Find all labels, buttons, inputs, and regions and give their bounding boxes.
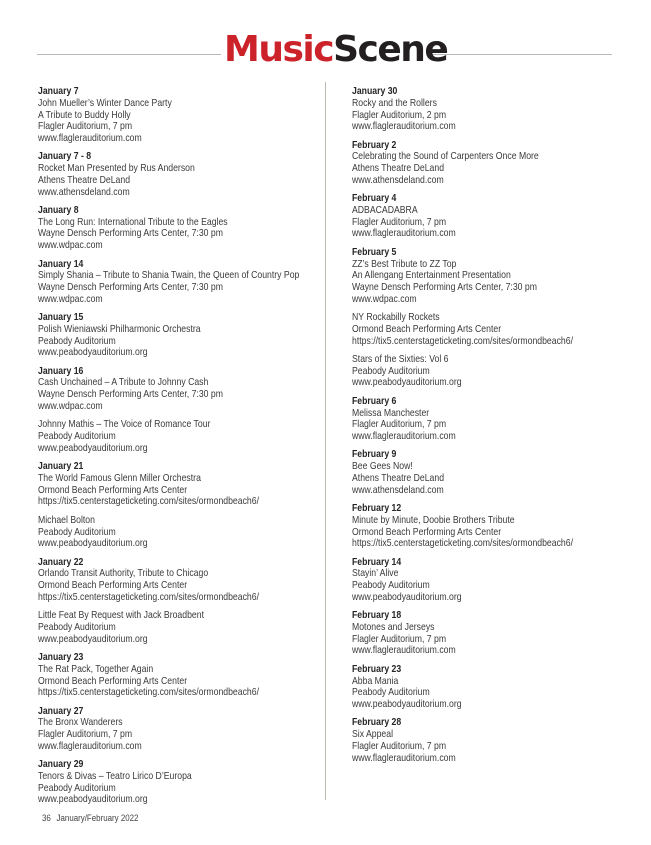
event-date: January 30 <box>352 86 398 97</box>
event-entry <box>38 205 320 252</box>
event-link[interactable]: www.wdpac.com <box>38 400 103 412</box>
page-footer <box>42 813 138 823</box>
event-link[interactable]: www.athensdeland.com <box>352 484 444 496</box>
event-date: January 27 <box>38 705 84 717</box>
event-entry <box>352 664 642 711</box>
event-entry <box>352 247 642 306</box>
event-link[interactable]: www.wdpac.com <box>38 240 103 252</box>
page-title <box>224 28 448 72</box>
event-link[interactable]: www.flaglerauditorium.com <box>352 752 456 764</box>
event-entry <box>352 193 642 240</box>
title-scene: Scene <box>333 29 448 70</box>
event-detail: Ormond Beach Performing Arts Center <box>352 323 502 335</box>
event-title: Michael Bolton <box>38 514 95 526</box>
event-date: February 6 <box>352 395 397 407</box>
event-entry <box>38 706 320 753</box>
event-entry <box>352 449 642 496</box>
event-title: Tenors & Divas – Teatro Lirico D’Europa <box>38 770 192 782</box>
event-detail: Ormond Beach Performing Arts Center <box>352 526 502 538</box>
event-date: January 7 <box>38 86 79 97</box>
event-title: Polish Wieniawski Philharmonic Orchestra <box>38 323 201 335</box>
event-detail: Flagler Auditorium, 7 pm <box>352 633 447 645</box>
event-detail: Peabody Auditorium <box>352 687 430 699</box>
header-rule-right <box>430 54 612 55</box>
event-entry <box>38 557 320 604</box>
event-entry <box>38 461 320 508</box>
event-link[interactable]: https://tix5.centerstageticketing.com/sites/ormondbeach6/ <box>38 496 259 508</box>
event-detail: Wayne Densch Performing Arts Center, 7:30 pm <box>38 282 223 294</box>
event-title: The Long Run: International Tribute to the Eagles <box>38 216 228 228</box>
event-entry <box>38 366 320 413</box>
event-detail: Peabody Auditorium <box>38 335 116 347</box>
event-link[interactable]: www.peabodyauditorium.org <box>38 442 148 454</box>
event-detail: Peabody Auditorium <box>352 365 430 377</box>
event-link[interactable]: www.flaglerauditorium.com <box>352 431 456 443</box>
header-rule-left <box>37 54 221 55</box>
event-link[interactable]: www.peabodyauditorium.org <box>352 591 462 603</box>
event-date: February 14 <box>352 556 402 568</box>
event-entry <box>38 610 320 645</box>
event-detail: Ormond Beach Performing Arts Center <box>38 675 188 687</box>
event-date: February 5 <box>352 246 397 258</box>
event-entry <box>38 151 320 198</box>
column-divider <box>325 82 326 800</box>
event-title: Melissa Manchester <box>352 407 430 419</box>
left-column <box>38 86 320 813</box>
event-detail: Athens Theatre DeLand <box>38 174 131 186</box>
event-title: NY Rockabilly Rockets <box>352 312 440 324</box>
event-title: Simply Shania – Tribute to Shania Twain, the Queen of Country Pop <box>38 270 300 282</box>
event-date: January 16 <box>38 365 84 377</box>
page-number: 36 <box>42 813 51 823</box>
event-title: John Mueller’s Winter Dance Party <box>38 97 172 109</box>
event-title: Stars of the Sixties: Vol 6 <box>352 353 449 365</box>
event-link[interactable]: https://tix5.centerstageticketing.com/sites/ormondbeach6/ <box>352 538 573 550</box>
event-entry <box>352 557 642 604</box>
event-link[interactable]: www.flaglerauditorium.com <box>352 645 456 657</box>
event-date: January 23 <box>38 652 84 664</box>
event-title: Rocket Man Presented by Rus Anderson <box>38 163 195 175</box>
event-title: Orlando Transit Authority, Tribute to Chicago <box>38 568 209 580</box>
event-date: February 4 <box>352 193 397 205</box>
event-detail: Peabody Auditorium <box>38 526 116 538</box>
event-entry <box>38 259 320 306</box>
event-detail: Flagler Auditorium, 2 pm <box>352 109 447 121</box>
event-link[interactable]: www.wdpac.com <box>38 293 103 305</box>
event-entry <box>38 86 320 145</box>
event-detail: Ormond Beach Performing Arts Center <box>38 484 188 496</box>
event-date: January 22 <box>38 556 84 568</box>
event-link[interactable]: www.peabodyauditorium.org <box>38 347 148 359</box>
event-detail: Wayne Densch Performing Arts Center, 7:30 pm <box>38 228 223 240</box>
event-detail: Wayne Densch Performing Arts Center, 7:30 pm <box>38 389 223 401</box>
event-detail: Flagler Auditorium, 7 pm <box>38 729 133 741</box>
issue-label: January/February 2022 <box>56 813 139 823</box>
event-entry <box>38 759 320 806</box>
event-entry <box>38 652 320 699</box>
event-link[interactable]: www.flaglerauditorium.com <box>38 133 142 144</box>
event-detail: Athens Theatre DeLand <box>352 163 445 175</box>
event-link[interactable]: www.peabodyauditorium.org <box>38 794 148 806</box>
event-date: January 8 <box>38 204 79 216</box>
right-column <box>352 86 642 771</box>
event-date: February 12 <box>352 503 402 514</box>
event-title: ADBACADABRA <box>352 204 418 216</box>
event-date: February 9 <box>352 449 397 461</box>
event-link[interactable]: www.flaglerauditorium.com <box>352 121 456 133</box>
event-date: January 15 <box>38 312 84 324</box>
event-detail: Flagler Auditorium, 7 pm <box>352 740 447 752</box>
event-entry <box>352 140 642 187</box>
event-entry <box>352 503 642 550</box>
event-title: Bee Gees Now! <box>352 461 413 473</box>
event-entry <box>352 354 642 389</box>
event-date: January 29 <box>38 759 84 771</box>
event-detail: Flagler Auditorium, 7 pm <box>352 419 447 431</box>
event-link[interactable]: www.peabodyauditorium.org <box>352 699 462 711</box>
event-entry <box>38 312 320 359</box>
event-date: January 14 <box>38 258 84 270</box>
event-link[interactable]: https://tix5.centerstageticketing.com/sites/ormondbeach6/ <box>38 591 259 603</box>
event-title: Abba Mania <box>352 675 399 687</box>
event-entry <box>38 515 320 550</box>
event-detail: Peabody Auditorium <box>38 782 116 794</box>
event-detail: Flagler Auditorium, 7 pm <box>352 216 447 228</box>
event-date: February 28 <box>352 717 402 729</box>
event-title: ZZ’s Best Tribute to ZZ Top <box>352 258 457 270</box>
event-title: Johnny Mathis – The Voice of Romance Tour <box>38 419 211 431</box>
event-entry <box>38 419 320 454</box>
event-detail: Flagler Auditorium, 7 pm <box>38 121 133 133</box>
event-title: The World Famous Glenn Miller Orchestra <box>38 472 201 484</box>
event-link[interactable]: www.peabodyauditorium.org <box>38 633 148 645</box>
event-date: February 18 <box>352 610 402 622</box>
event-date: February 23 <box>352 663 402 675</box>
event-link[interactable]: www.wdpac.com <box>352 293 417 305</box>
event-link[interactable]: www.athensdeland.com <box>352 174 444 186</box>
event-title: Rocky and the Rollers <box>352 97 437 109</box>
event-link[interactable]: https://tix5.centerstageticketing.com/sites/ormondbeach6/ <box>38 687 259 699</box>
event-date: January 7 - 8 <box>38 151 92 163</box>
event-entry <box>352 610 642 657</box>
event-entry <box>352 717 642 764</box>
title-music: Music <box>224 29 334 70</box>
event-detail: Peabody Auditorium <box>38 431 116 443</box>
event-title: Motones and Jerseys <box>352 621 435 633</box>
event-detail: Peabody Auditorium <box>352 580 430 592</box>
event-link[interactable]: https://tix5.centerstageticketing.com/sites/ormondbeach6/ <box>352 335 573 347</box>
event-title: Six Appeal <box>352 729 394 741</box>
event-detail: Athens Theatre DeLand <box>352 472 445 484</box>
event-title: Celebrating the Sound of Carpenters Once More <box>352 151 539 163</box>
event-detail: Ormond Beach Performing Arts Center <box>38 580 188 592</box>
event-title: The Rat Pack, Together Again <box>38 663 154 675</box>
event-detail: An Allengang Entertainment Presentation <box>352 270 511 282</box>
event-detail: Peabody Auditorium <box>38 621 116 633</box>
event-link[interactable]: www.athensdeland.com <box>38 186 130 198</box>
event-entry <box>352 396 642 443</box>
event-link[interactable]: www.flaglerauditorium.com <box>38 740 142 752</box>
event-date: January 21 <box>38 461 84 473</box>
event-title: Minute by Minute, Doobie Brothers Tribute <box>352 514 515 526</box>
event-entry <box>352 86 642 133</box>
event-title: Stayin’ Alive <box>352 568 399 580</box>
event-detail: A Tribute to Buddy Holly <box>38 109 131 121</box>
event-detail: Wayne Densch Performing Arts Center, 7:30 pm <box>352 282 537 294</box>
event-title: The Bronx Wanderers <box>38 717 123 729</box>
event-title: Little Feat By Request with Jack Broadbent <box>38 610 204 622</box>
event-date: February 2 <box>352 139 397 151</box>
event-link[interactable]: www.flaglerauditorium.com <box>352 228 456 240</box>
event-entry <box>352 312 642 347</box>
event-link[interactable]: www.peabodyauditorium.org <box>38 538 148 550</box>
event-link[interactable]: www.peabodyauditorium.org <box>352 377 462 389</box>
event-title: Cash Unchained – A Tribute to Johnny Cash <box>38 377 209 389</box>
